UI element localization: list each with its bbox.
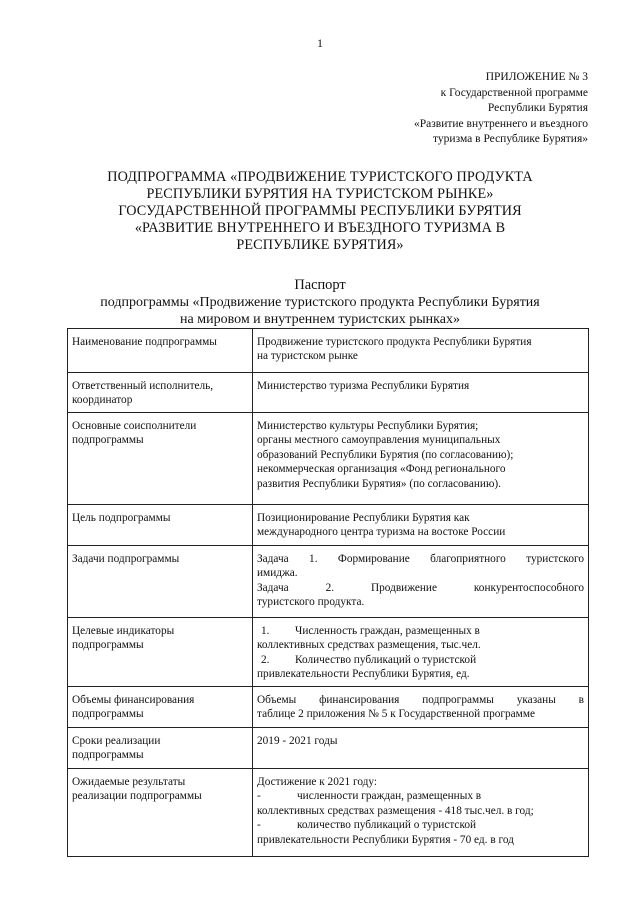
passport-subtitle-line: подпрограммы «Продвижение туристского продукта Республики Бурятия [100, 295, 540, 310]
passport-table [67, 328, 589, 857]
label-line: подпрограммы [72, 434, 144, 447]
label-line: Объемы финансирования [72, 694, 195, 706]
value-line: Министерство туризма Республики Бурятия [257, 380, 470, 392]
bullet-dash: - [257, 790, 261, 803]
label-line: Сроки реализации [72, 735, 161, 747]
row-label [68, 618, 253, 687]
row-value [253, 618, 589, 687]
heading-line: ГОСУДАРСТВЕННОЙ ПРОГРАММЫ РЕСПУБЛИКИ БУРЯТИЯ [118, 203, 522, 219]
indicator-text: Численность граждан, размещенных в [295, 625, 480, 637]
passport-subtitle [60, 294, 580, 328]
label-line: Ожидаемые результаты [72, 776, 186, 788]
label-line: Наименование подпрограммы [72, 336, 217, 348]
table-row [68, 329, 589, 373]
row-label [68, 687, 253, 728]
label-line: Задачи подпрограммы [72, 553, 180, 565]
value-line: на туристском рынке [257, 350, 358, 363]
value-line: Задача 1. Формирование благоприятного туристского [257, 553, 584, 565]
row-label [68, 329, 253, 373]
row-label [68, 505, 253, 546]
table-row [68, 413, 589, 505]
indicator-number: 1. [261, 625, 270, 637]
value-line: образований Республики Бурятия (по согласованию); [257, 448, 514, 461]
row-value [253, 329, 589, 373]
row-value [253, 373, 589, 413]
value-line: развития Республики Бурятия» (по согласованию). [257, 477, 501, 490]
table-row [68, 546, 589, 618]
value-line: таблице 2 приложения № 5 к Государственной программе [257, 708, 535, 721]
appendix-line: ПРИЛОЖЕНИЕ № 3 [485, 71, 588, 83]
label-line: Основные соисполнители [72, 420, 197, 432]
results-intro: Достижение к 2021 году: [257, 776, 378, 788]
bullet-dash: - [257, 819, 261, 832]
value-line: Министерство культуры Республики Бурятия; [257, 420, 479, 432]
row-label [68, 728, 253, 769]
value-line: некоммерческая организация «Фонд регионального [257, 463, 506, 476]
value-line: Задача 2. Продвижение конкурентоспособного [257, 581, 584, 594]
result-text: количество публикаций о туристской [297, 819, 477, 832]
heading-line: ПОДПРОГРАММА «ПРОДВИЖЕНИЕ ТУРИСТСКОГО ПРОДУКТА [107, 169, 533, 185]
row-value [253, 769, 589, 857]
heading-line: РЕСПУБЛИКЕ БУРЯТИЯ» [236, 237, 404, 253]
value-line: Объемы финансирования подпрограммы указаны в [257, 694, 584, 706]
label-line: Цель подпрограммы [72, 512, 171, 524]
result-item [257, 789, 584, 803]
page-number: 1 [317, 36, 323, 50]
passport-title: Паспорт [294, 277, 346, 293]
appendix-block [414, 70, 588, 148]
heading-line: «РАЗВИТИЕ ВНУТРЕННЕГО И ВЪЕЗДНОГО ТУРИЗМА В [134, 220, 506, 236]
table-row [68, 505, 589, 546]
row-label [68, 769, 253, 857]
result-text: привлекательности Республики Бурятия - 70 ед. в год [257, 833, 514, 846]
appendix-line: Республики Бурятия [487, 102, 588, 114]
subprogram-heading [60, 169, 580, 254]
table-row [68, 728, 589, 769]
heading-line: РЕСПУБЛИКИ БУРЯТИЯ НА ТУРИСТСКОМ РЫНКЕ» [146, 186, 494, 202]
row-value [253, 505, 589, 546]
value-line: Позиционирование Республики Бурятия как [257, 512, 470, 524]
row-value [253, 413, 589, 505]
row-label [68, 373, 253, 413]
row-value [253, 546, 589, 618]
row-value [253, 687, 589, 728]
label-line: Целевые индикаторы [72, 625, 175, 637]
value-line: Продвижение туристского продукта Республики Бурятия [257, 336, 532, 348]
indicator-text: коллективных средствах размещения, тыс.чел. [257, 639, 481, 652]
value-line: имиджа. [257, 567, 298, 580]
value-line: туристского продукта. [257, 596, 365, 609]
row-label [68, 546, 253, 618]
indicator-text: Количество публикаций о туристской [295, 653, 477, 666]
appendix-line: к Государственной программе [440, 86, 588, 99]
table-row [68, 373, 589, 413]
row-value [253, 728, 589, 769]
table-row [68, 769, 589, 857]
indicator-text: привлекательности Республики Бурятия, ед. [257, 668, 470, 681]
table-row [68, 618, 589, 687]
label-line: подпрограммы [72, 708, 144, 721]
label-line: подпрограммы [72, 749, 144, 762]
value-line: органы местного самоуправления муниципальных [257, 434, 501, 447]
label-line: подпрограммы [72, 639, 144, 652]
indicator-item [257, 624, 584, 638]
appendix-line: туризма в Республике Бурятия» [433, 133, 588, 145]
label-line: реализации подпрограммы [72, 790, 202, 803]
label-line: Ответственный исполнитель, [72, 380, 214, 392]
result-item [257, 818, 584, 832]
label-line: координатор [72, 394, 133, 407]
result-text: коллективных средствах размещения - 418 тыс.чел. в год; [257, 804, 534, 817]
value-line: 2019 - 2021 годы [257, 735, 338, 747]
result-text: численности граждан, размещенных в [297, 790, 482, 803]
table-row [68, 687, 589, 728]
appendix-line: «Развитие внутреннего и въездного [414, 117, 588, 130]
passport-subtitle-line: на мировом и внутреннем туристских рынках» [180, 312, 460, 327]
value-line: международного центра туризма на востоке России [257, 526, 506, 539]
indicator-item [257, 653, 584, 667]
row-label [68, 413, 253, 505]
indicator-number: 2. [261, 653, 270, 666]
